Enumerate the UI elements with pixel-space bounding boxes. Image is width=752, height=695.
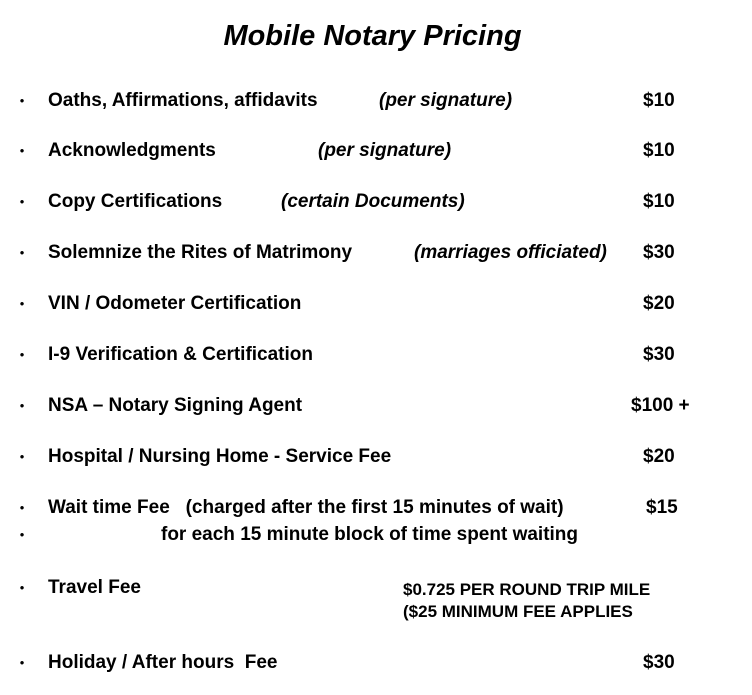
price-row-nsa	[0, 393, 752, 419]
price-row-acknowledgments	[0, 138, 752, 164]
service-label: Holiday / After hours Fee	[48, 652, 278, 673]
price-row-i9	[0, 342, 752, 368]
service-label: NSA – Notary Signing Agent	[48, 395, 303, 416]
service-label: Acknowledgments	[48, 140, 216, 161]
service-price: $30	[643, 344, 675, 365]
price-row-hospital	[0, 444, 752, 470]
price-row-copy-certifications	[0, 189, 752, 215]
service-note: (per signature)	[318, 140, 452, 161]
service-price: $30	[643, 242, 675, 263]
service-price: $10	[643, 191, 675, 212]
price-row-wait-time	[0, 495, 752, 521]
price-row-matrimony	[0, 240, 752, 266]
service-continuation: for each 15 minute block of time spent waiting	[161, 524, 579, 545]
service-price: $10	[643, 140, 675, 161]
bullet: •	[19, 93, 25, 108]
service-price: $30	[643, 652, 675, 673]
bullet: •	[19, 580, 25, 595]
service-label: Solemnize the Rites of Matrimony	[48, 242, 353, 263]
service-label: Hospital / Nursing Home - Service Fee	[48, 446, 392, 467]
service-label: Wait time Fee (charged after the first 15 minutes of wait)	[48, 497, 564, 518]
service-price: $100 +	[631, 395, 690, 416]
service-label: I-9 Verification & Certification	[48, 344, 313, 365]
service-label: VIN / Odometer Certification	[48, 293, 302, 314]
service-price: $20	[643, 446, 675, 467]
price-row-wait-time-continuation	[0, 522, 752, 548]
bullet: •	[19, 655, 25, 670]
travel-rate: $0.725 PER ROUND TRIP MILE	[403, 580, 651, 599]
service-label: Oaths, Affirmations, affidavits	[48, 90, 318, 111]
bullet: •	[19, 143, 25, 158]
service-label: Copy Certifications	[48, 191, 223, 212]
price-row-holiday	[0, 650, 752, 676]
travel-minimum: ($25 MINIMUM FEE APPLIES	[403, 602, 633, 621]
service-note: (per signature)	[379, 90, 513, 111]
service-price: $15	[646, 497, 678, 518]
service-price: $20	[643, 293, 675, 314]
page-title: Mobile Notary Pricing	[223, 20, 522, 52]
bullet: •	[19, 398, 25, 413]
service-label: Travel Fee	[48, 577, 141, 598]
price-row-oaths	[0, 88, 752, 114]
service-note: (marriages officiated)	[414, 242, 607, 263]
travel-fee-details	[403, 579, 650, 623]
service-note: (certain Documents)	[281, 191, 465, 212]
bullet: •	[19, 194, 25, 209]
bullet: •	[19, 245, 25, 260]
service-price: $10	[643, 90, 675, 111]
bullet: •	[19, 347, 25, 362]
price-row-vin-odometer	[0, 291, 752, 317]
bullet: •	[19, 500, 25, 515]
bullet: •	[19, 527, 25, 542]
bullet: •	[19, 449, 25, 464]
bullet: •	[19, 296, 25, 311]
